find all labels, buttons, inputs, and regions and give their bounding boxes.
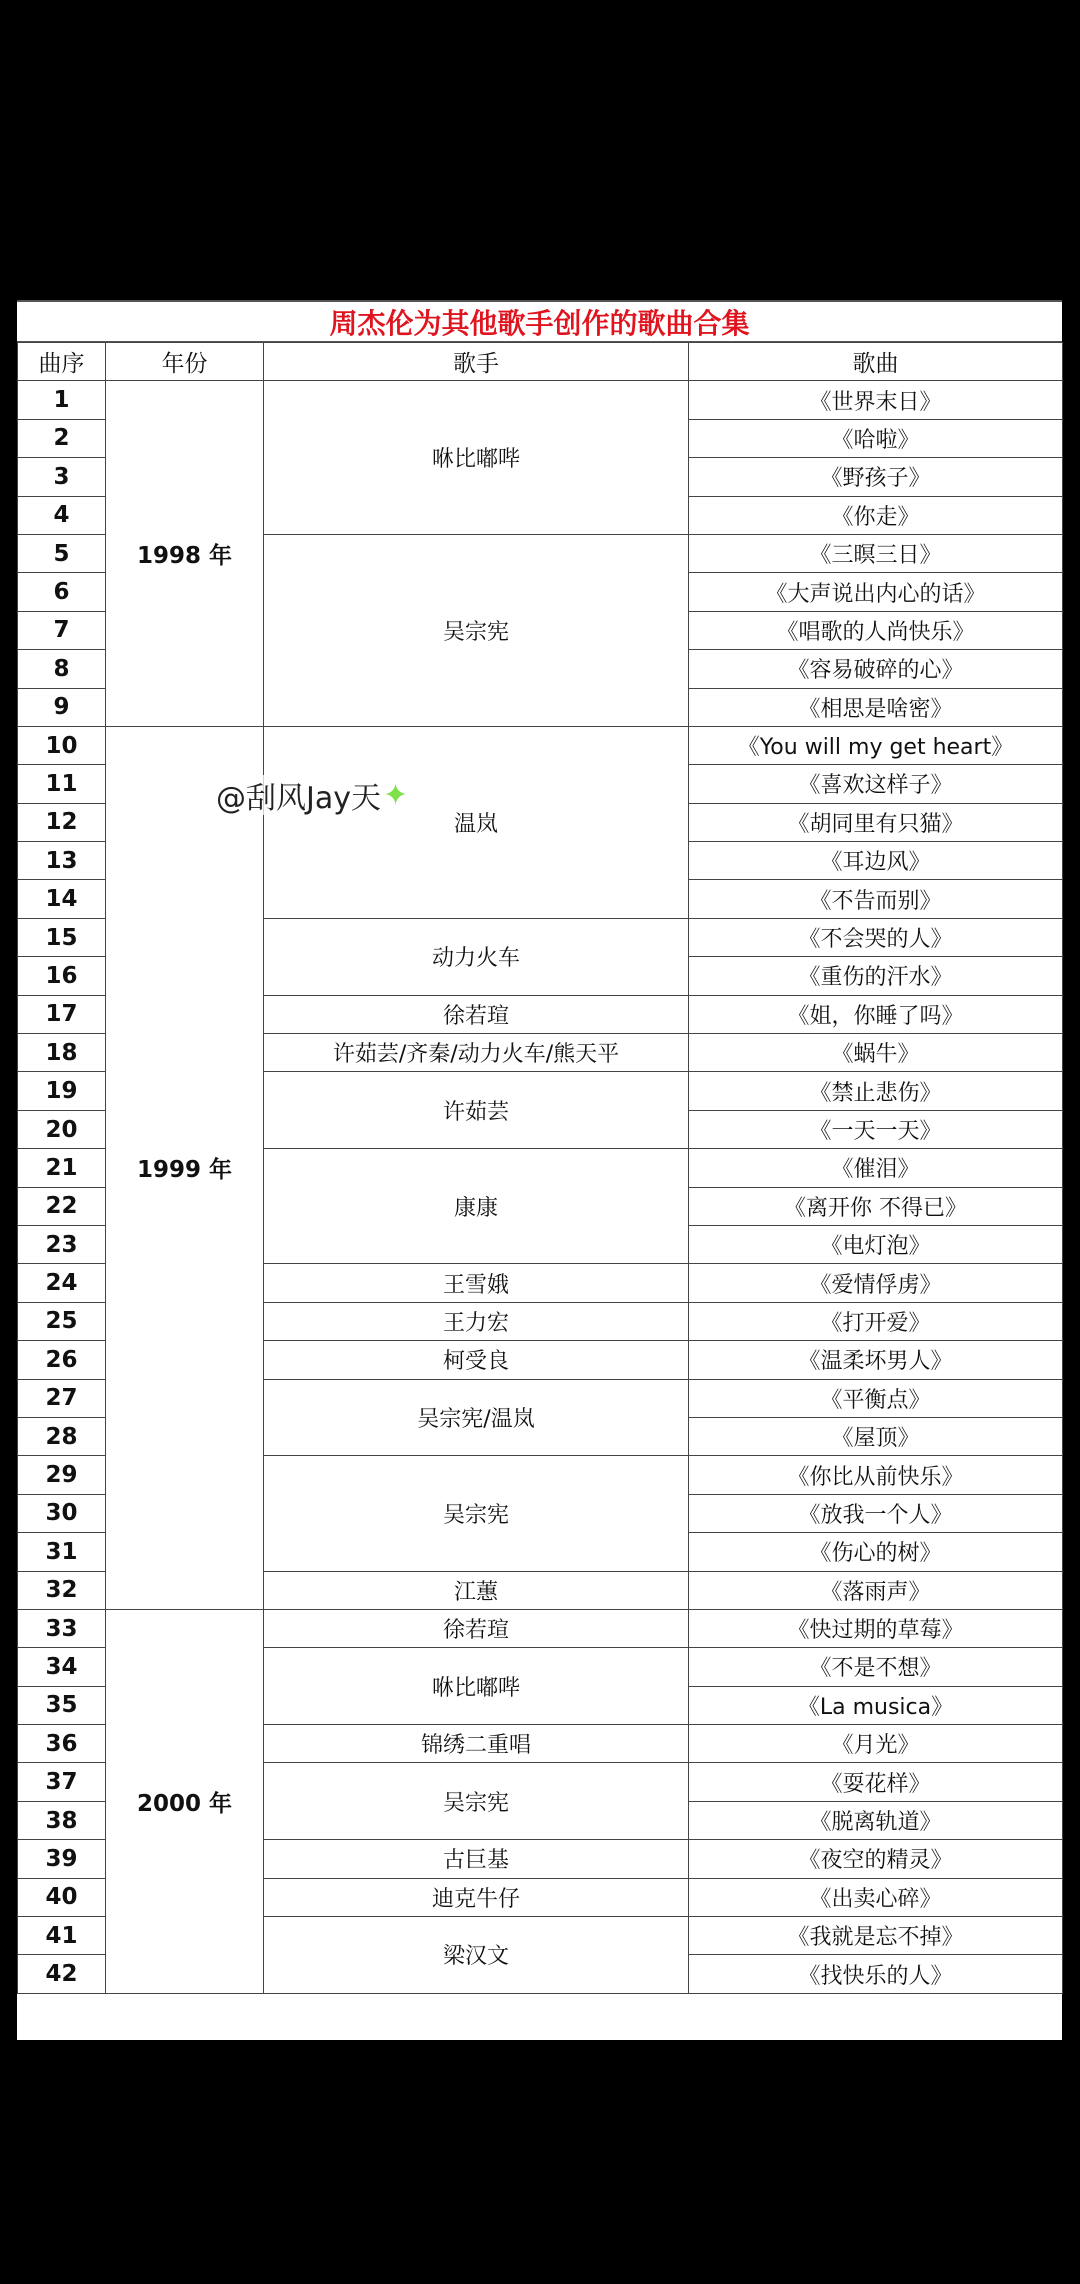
year-cell: 2000 年 — [106, 1609, 264, 1993]
header-year: 年份 — [106, 343, 264, 381]
song-index: 35 — [18, 1686, 106, 1724]
song-index: 6 — [18, 573, 106, 611]
song-index: 21 — [18, 1149, 106, 1187]
table-row — [18, 381, 1063, 419]
table-header-row — [18, 343, 1063, 381]
song-title: 《喜欢这样子》 — [689, 765, 1063, 803]
song-title: 《大声说出内心的话》 — [689, 573, 1063, 611]
song-title: 《蜗牛》 — [689, 1034, 1063, 1072]
song-title: 《电灯泡》 — [689, 1225, 1063, 1263]
song-title: 《不会哭的人》 — [689, 918, 1063, 956]
watermark — [212, 775, 412, 815]
year-cell: 1998 年 — [106, 381, 264, 727]
song-title: 《我就是忘不掉》 — [689, 1917, 1063, 1955]
song-title: 《姐，你睡了吗》 — [689, 995, 1063, 1033]
song-index: 15 — [18, 918, 106, 956]
singer-cell: 吴宗宪 — [264, 1763, 689, 1840]
song-index: 29 — [18, 1456, 106, 1494]
song-index: 42 — [18, 1955, 106, 1993]
song-title: 《不告而别》 — [689, 880, 1063, 918]
singer-cell: 梁汉文 — [264, 1917, 689, 1994]
song-index: 38 — [18, 1801, 106, 1839]
song-index: 1 — [18, 381, 106, 419]
song-index: 28 — [18, 1417, 106, 1455]
song-title: 《夜空的精灵》 — [689, 1840, 1063, 1878]
table-row — [18, 726, 1063, 764]
song-title: 《离开你 不得已》 — [689, 1187, 1063, 1225]
song-index: 39 — [18, 1840, 106, 1878]
song-index: 26 — [18, 1341, 106, 1379]
song-index: 37 — [18, 1763, 106, 1801]
singer-cell: 吴宗宪/温岚 — [264, 1379, 689, 1456]
song-title: 《耳边风》 — [689, 842, 1063, 880]
song-index: 12 — [18, 803, 106, 841]
singer-cell: 咻比嘟哔 — [264, 381, 689, 535]
song-title: 《伤心的树》 — [689, 1533, 1063, 1571]
song-index: 36 — [18, 1725, 106, 1763]
table-row — [18, 1609, 1063, 1647]
song-index: 3 — [18, 458, 106, 496]
song-sheet — [17, 300, 1062, 2040]
song-index: 23 — [18, 1225, 106, 1263]
song-index: 27 — [18, 1379, 106, 1417]
song-title: 《爱情俘虏》 — [689, 1264, 1063, 1302]
song-title: 《三暝三日》 — [689, 534, 1063, 572]
song-title: 《你走》 — [689, 496, 1063, 534]
year-cell: 1999 年 — [106, 726, 264, 1609]
song-table — [17, 342, 1063, 1994]
song-index: 24 — [18, 1264, 106, 1302]
song-index: 10 — [18, 726, 106, 764]
singer-cell: 王力宏 — [264, 1302, 689, 1340]
singer-cell: 锦绣二重唱 — [264, 1725, 689, 1763]
watermark-text: @刮风Jay天 — [216, 781, 381, 816]
song-title: 《野孩子》 — [689, 458, 1063, 496]
song-index: 4 — [18, 496, 106, 534]
song-title: 《催泪》 — [689, 1149, 1063, 1187]
song-index: 32 — [18, 1571, 106, 1609]
song-index: 41 — [18, 1917, 106, 1955]
singer-cell: 柯受良 — [264, 1341, 689, 1379]
singer-cell: 王雪娥 — [264, 1264, 689, 1302]
song-index: 20 — [18, 1110, 106, 1148]
song-title: 《落雨声》 — [689, 1571, 1063, 1609]
song-index: 17 — [18, 995, 106, 1033]
song-title: 《相思是啥密》 — [689, 688, 1063, 726]
singer-cell: 吴宗宪 — [264, 534, 689, 726]
song-index: 33 — [18, 1609, 106, 1647]
singer-cell: 温岚 — [264, 726, 689, 918]
song-title: 《不是不想》 — [689, 1648, 1063, 1686]
song-title: 《你比从前快乐》 — [689, 1456, 1063, 1494]
song-index: 40 — [18, 1878, 106, 1916]
song-title: 《放我一个人》 — [689, 1494, 1063, 1532]
song-title: 《打开爱》 — [689, 1302, 1063, 1340]
song-title: 《月光》 — [689, 1725, 1063, 1763]
singer-cell: 许茹芸/齐秦/动力火车/熊天平 — [264, 1034, 689, 1072]
song-title: 《耍花样》 — [689, 1763, 1063, 1801]
song-index: 19 — [18, 1072, 106, 1110]
singer-cell: 咻比嘟哔 — [264, 1648, 689, 1725]
song-index: 11 — [18, 765, 106, 803]
song-title: 《平衡点》 — [689, 1379, 1063, 1417]
singer-cell: 动力火车 — [264, 918, 689, 995]
singer-cell: 许茹芸 — [264, 1072, 689, 1149]
song-index: 13 — [18, 842, 106, 880]
song-index: 31 — [18, 1533, 106, 1571]
song-title: 《唱歌的人尚快乐》 — [689, 611, 1063, 649]
song-title: 《一天一天》 — [689, 1110, 1063, 1148]
song-index: 9 — [18, 688, 106, 726]
song-index: 25 — [18, 1302, 106, 1340]
song-title: 《世界末日》 — [689, 381, 1063, 419]
song-title: 《温柔坏男人》 — [689, 1341, 1063, 1379]
song-index: 34 — [18, 1648, 106, 1686]
song-title: 《脱离轨道》 — [689, 1801, 1063, 1839]
page-title: 周杰伦为其他歌手创作的歌曲合集 — [17, 300, 1062, 342]
song-title: 《胡同里有只猫》 — [689, 803, 1063, 841]
song-index: 7 — [18, 611, 106, 649]
song-title: 《快过期的草莓》 — [689, 1609, 1063, 1647]
song-title: 《找快乐的人》 — [689, 1955, 1063, 1993]
header-index: 曲序 — [18, 343, 106, 381]
singer-cell: 迪克牛仔 — [264, 1878, 689, 1916]
song-index: 2 — [18, 419, 106, 457]
song-title: 《哈啦》 — [689, 419, 1063, 457]
singer-cell: 吴宗宪 — [264, 1456, 689, 1571]
header-singer: 歌手 — [264, 343, 689, 381]
song-index: 22 — [18, 1187, 106, 1225]
singer-cell: 古巨基 — [264, 1840, 689, 1878]
song-title: 《屋顶》 — [689, 1417, 1063, 1455]
song-title: 《出卖心碎》 — [689, 1878, 1063, 1916]
singer-cell: 康康 — [264, 1149, 689, 1264]
song-index: 5 — [18, 534, 106, 572]
song-index: 30 — [18, 1494, 106, 1532]
header-song: 歌曲 — [689, 343, 1063, 381]
singer-cell: 徐若瑄 — [264, 995, 689, 1033]
song-index: 16 — [18, 957, 106, 995]
song-title: 《重伤的汗水》 — [689, 957, 1063, 995]
song-title: 《You will my get heart》 — [689, 726, 1063, 764]
sparkle-icon: ✦ — [383, 777, 409, 813]
song-index: 14 — [18, 880, 106, 918]
song-title: 《La musica》 — [689, 1686, 1063, 1724]
singer-cell: 徐若瑄 — [264, 1609, 689, 1647]
song-index: 18 — [18, 1034, 106, 1072]
table-body — [18, 381, 1063, 1993]
song-title: 《容易破碎的心》 — [689, 650, 1063, 688]
singer-cell: 江蕙 — [264, 1571, 689, 1609]
song-title: 《禁止悲伤》 — [689, 1072, 1063, 1110]
song-index: 8 — [18, 650, 106, 688]
